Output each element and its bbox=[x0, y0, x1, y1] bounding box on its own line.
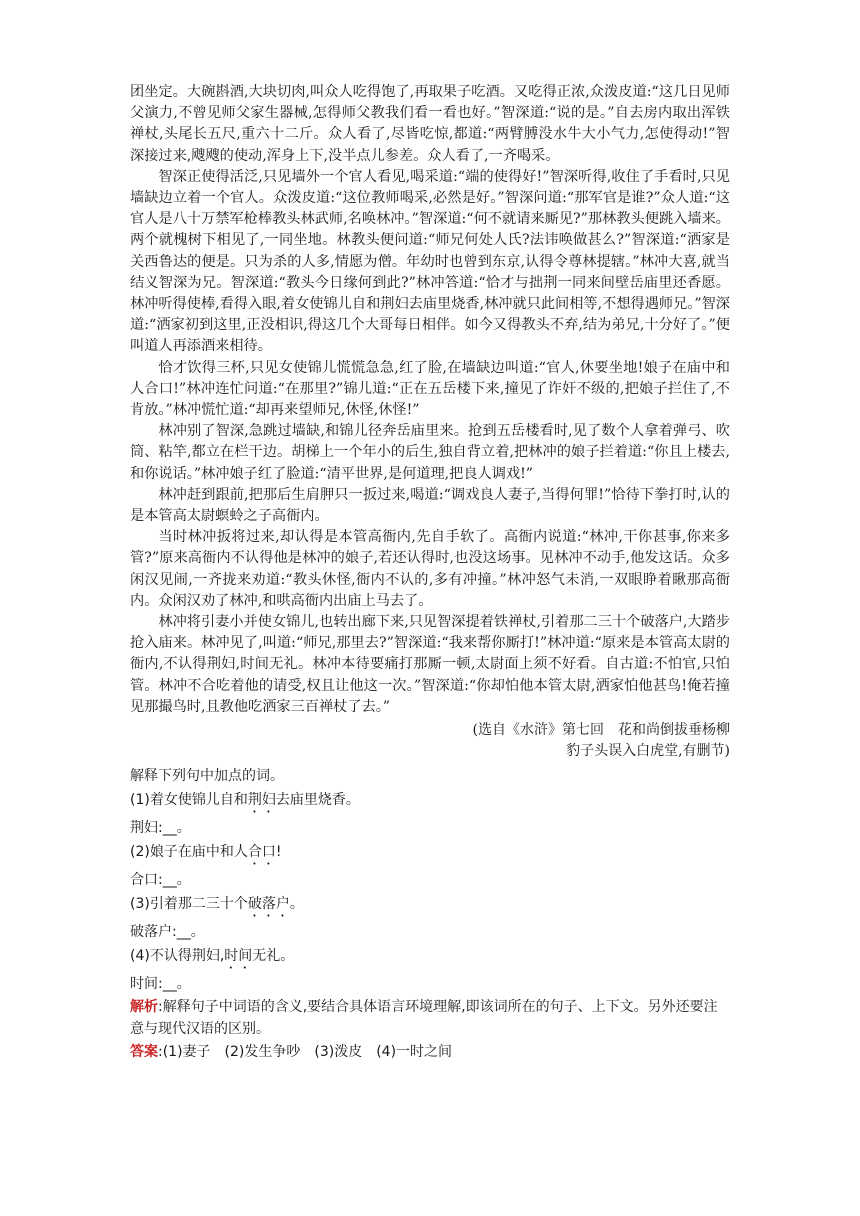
question-2-before: (2)娘子在庙中和人 bbox=[130, 844, 248, 861]
passage-paragraph-6: 当时林冲扳将过来,却认得是本管高衙内,先自手软了。高衙内说道:“林冲,干你甚事,你来多管?”原来高衙内不认得他是林冲的娘子,若还认得时,也没这场事。见林冲不动手,他发这话。众多闲汉见闹,一齐拢来劝道:“教头休怪,衙内不认的,多有冲撞。”林冲怒气未消,一双眼睁着瞅那高衙内。众闲汉劝了林冲,和哄高衙内出庙上马去了。 bbox=[130, 529, 730, 609]
passage-paragraph-7: 林冲将引妻小并使女锦儿,也转出廊下来,只见智深提着铁禅杖,引着那二三十个破落户,大踏步抢入庙来。林冲见了,叫道:“师兄,那里去?”智深道:“我来帮你厮打!”林冲道:“原来是本管高太尉的衙内,不认得荆妇,时间无礼。林冲本待要痛打那厮一顿,太尉面上须不好看。自古道:不怕官,只怕管。林冲不合吃着他的请受,权且让他这一次。”智深道:“你却怕他本管太尉,洒家怕他甚鸟!俺若撞见那撮鸟时,且教他吃洒家三百禅杖了去。” bbox=[130, 614, 730, 715]
question-1-after: 去庙里烧香。 bbox=[275, 792, 360, 809]
source-line-2: 豹子头误入白虎堂,有删节) bbox=[566, 743, 730, 760]
source-line-1: (选自《水浒》第七回 花和尚倒拔垂杨柳 bbox=[472, 722, 730, 739]
analysis-text: :解释句子中词语的含义,要结合具体语言环境理解,即该词所在的句子、上下文。另外还要注意与现代汉语的区别。 bbox=[130, 999, 718, 1038]
document-page bbox=[130, 82, 730, 1064]
source-citation bbox=[130, 720, 730, 762]
passage-paragraph-2: 智深正使得活泛,只见墙外一个官人看见,喝采道:“端的使得好!”智深听得,收住了手看时,只见墙缺边立着一个官人。众泼皮道:“这位教师喝采,必然是好。”智深问道:“那军官是谁?”众人道:“这官人是八十万禁军枪棒教头林武师,名唤林冲。”智深道:“何不就请来厮见?”那林教头便跳入墙来。两个就槐树下相见了,一同坐地。林教头便问道:“师兄何处人氏?法讳唤做甚么?”智深道:“洒家是关西鲁达的便是。只为杀的人多,情愿为僧。年幼时也曾到东京,认得令尊林提辖。”林冲大喜,就当结义智深为兄。智深道:“教头今日缘何到此?”林冲答道:“恰才与拙荆一同来间壁岳庙里还香愿。林冲听得使棒,看得入眼,着女使锦儿自和荆妇去庙里烧香,林冲就只此间相等,不想得遇师兄。”智深道:“洒家初到这里,正没相识,得这几个大哥每日相伴。如今又得教头不弃,结为弟兄,十分好了。”便叫道人再添酒来相待。 bbox=[130, 168, 730, 355]
analysis-label: 解析 bbox=[130, 999, 158, 1016]
answer-block bbox=[130, 1040, 730, 1064]
question-3-dotted-word: 破落户 bbox=[247, 896, 290, 913]
answer-blank-1: 荆妇:__。 bbox=[130, 820, 191, 837]
answer-blank-2: 合口:__。 bbox=[130, 872, 191, 889]
analysis-block bbox=[130, 996, 730, 1040]
question-4-after: 无礼。 bbox=[252, 948, 295, 965]
answer-blank-3: 破落户:__。 bbox=[130, 924, 205, 941]
answer-text: :(1)妻子 (2)发生争吵 (3)泼皮 (4)一时之间 bbox=[158, 1044, 453, 1061]
question-3-before: (3)引着那二三十个 bbox=[130, 896, 248, 913]
question-3 bbox=[130, 892, 730, 920]
question-2-dotted-word: 合口 bbox=[247, 844, 276, 861]
passage-paragraph-3: 恰才饮得三杯,只见女使锦儿慌慌急急,红了脸,在墙缺边叫道:“官人,休要坐地!娘子在庙中和人合口!”林冲连忙问道:“在那里?”锦儿道:“正在五岳楼下来,撞见了诈奸不级的,把娘子拦住了,不肯放。”林冲慌忙道:“却再来望师兄,休怪,休怪!” bbox=[130, 359, 730, 419]
answer-label: 答案 bbox=[130, 1044, 158, 1061]
question-2-after: ! bbox=[275, 844, 282, 861]
passage-paragraph-4: 林冲别了智深,急跳过墙缺,和锦儿径奔岳庙里来。抢到五岳楼看时,见了数个人拿着弹弓、吹筒、粘竿,都立在栏干边。胡梯上一个年小的后生,独自背立着,把林冲的娘子拦着道:“你且上楼去,和你说话。”林冲娘子红了脸道:“清平世界,是何道理,把良人调戏!” bbox=[130, 423, 730, 482]
question-4-dotted-word: 时间 bbox=[224, 948, 253, 965]
passage-paragraph-5: 林冲赶到跟前,把那后生肩胛只一扳过来,喝道:“调戏良人妻子,当得何罪!”恰待下拳打时,认的是本管高太尉螟蛉之子高衙内。 bbox=[130, 486, 730, 525]
question-2 bbox=[130, 840, 730, 868]
question-1 bbox=[130, 788, 730, 816]
question-3-after: 。 bbox=[289, 896, 304, 913]
question-1-dotted-word: 荆妇 bbox=[247, 792, 276, 809]
question-1-before: (1)着女使锦儿自和 bbox=[130, 792, 248, 809]
question-prompt: 解释下列句中加点的词。 bbox=[130, 768, 284, 785]
question-4 bbox=[130, 944, 730, 972]
passage-paragraph-1: 团坐定。大碗斟酒,大块切肉,叫众人吃得饱了,再取果子吃酒。又吃得正浓,众泼皮道:“这几日见师父演力,不曾见师父家生器械,怎得师父教我们看一看也好。”智深道:“说的是。”自去房内取出浑铁禅杖,头尾长五尺,重六十二斤。众人看了,尽皆吃惊,都道:“两臂膊没水牛大小气力,怎使得动!”智深接过来,飕飕的使动,浑身上下,没半点儿参差。众人看了,一齐喝采。 bbox=[130, 84, 730, 164]
question-section bbox=[130, 764, 730, 1064]
answer-blank-4: 时间:__。 bbox=[130, 976, 191, 993]
question-4-before: (4)不认得荆妇, bbox=[130, 948, 225, 965]
passage bbox=[130, 82, 730, 718]
